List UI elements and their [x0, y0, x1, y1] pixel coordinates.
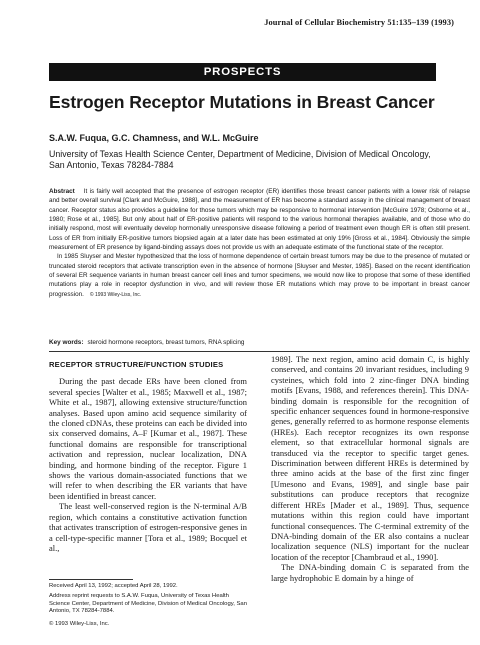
- abstract: [49, 187, 470, 300]
- affiliation-line-2: San Antonio, Texas 78284-7884: [49, 160, 174, 170]
- affiliation-line-1: University of Texas Health Science Center, Department of Medicine, Division of Medical Oncology,: [49, 149, 431, 159]
- abstract-text-1: It is fairly well accepted that the presence of estrogen receptor (ER) identifies those breast cancer patients with a lower risk of relapse and better overall survival [Clark and McGuire, 1988], and the measurement of ER has become a standard assay in the clinical management of breast cancer. Receptor status also provides a guideline for those tumors which may be responsive to hormonal intervention [McGuire 1978; Osborne et al., 1980; Rose et al., 1985]. But only about half of ER-positive patients will respond to the various hormonal therapies available, and of those who do initially respond, most will eventually develop hormonally unresponsive disease following a period of treatment even though ER is often still present. Loss of ER from initially ER-positive tumors biopsied again at a later date has been estimated at only 19% [Gross et al., 1984]. Obviously the simple measurement of ER presence by ligand-binding assays does not provide us with an adequate estimate of the functional state of the receptor.: [49, 188, 470, 252]
- section-banner: PROSPECTS: [49, 63, 436, 81]
- keywords-text: steroid hormone receptors, breast tumors, RNA splicing: [87, 339, 245, 346]
- keywords: [49, 339, 470, 346]
- keywords-label: Key words:: [49, 339, 84, 346]
- section-heading: RECEPTOR STRUCTURE/FUNCTION STUDIES: [49, 360, 224, 369]
- section-divider: [49, 351, 470, 352]
- footnote-reprint: Address reprint requests to S.A.W. Fuqua, University of Texas Health Science Center, Department of Medicine, Division of Medical Oncology, San Antonio, TX 78284-7884.: [49, 593, 247, 615]
- footnotes: [49, 583, 247, 619]
- author-affiliation: [49, 149, 469, 171]
- body-paragraph: The least well-conserved region is the N-terminal A/B region, which contains a constitutive activation function that activates transcription of estrogen-responsive genes in a cell-type-specific manner [Tora et al., 1989; Bocquel et al.,: [49, 501, 247, 553]
- body-column-left: [49, 360, 247, 553]
- body-paragraph: 1989]. The next region, amino acid domain C, is highly conserved, and contains 20 invariant residues, including 9 cysteines, which fold into 2 zinc-finger DNA binding motifs [Evans, 1988, and references therein]. This DNA-binding domain is responsible for the recognition of specific enhancer sequences found in hormone-responsive genes, generally referred to as hormone response elements (HREs). Each receptor recognizes its own response element, so that extracellular hormonal signals are transduced via the receptor to specific target genes. Discrimination between different HREs is determined by three amino acids at the base of the first zinc finger [Umesono and Evans, 1989], and single base pair substitutions can produce receptors that recognize different HREs [Mader et al., 1989]. Thus, sequence mutations within this region could have important functional consequences. The C-terminal extremity of the DNA-binding domain of the ER also contains a nuclear localization sequence (NLS) important for the nuclear location of the receptor [Chambraud et al., 1990].: [271, 354, 469, 562]
- page-copyright: © 1993 Wiley-Liss, Inc.: [49, 621, 110, 627]
- journal-citation: Journal of Cellular Biochemistry 51:135–139 (1993): [264, 18, 454, 27]
- abstract-text-2: In 1985 Sluyser and Mester hypothesized that the loss of hormone dependence of certain breast tumors may be due to the presence of mutated or truncated steroid receptors that activate transcription even in the absence of hormone [Sluyser and Mester, 1985]. Based on the recent identification of several ER sequence variants in human breast cancer cell lines and tumor specimens, we would now like to propose that some of these identified mutations play a role in receptor dysfunction in vivo, and will review those ER mutations which may prove to be important in breast cancer progression.: [49, 253, 470, 298]
- body-paragraph: The DNA-binding domain C is separated from the large hydrophobic E domain by a hinge of: [271, 562, 469, 583]
- article-title: Estrogen Receptor Mutations in Breast Cancer: [49, 92, 435, 112]
- abstract-copyright: © 1993 Wiley-Liss, Inc.: [89, 291, 142, 298]
- abstract-label: Abstract: [49, 188, 75, 195]
- article-authors: S.A.W. Fuqua, G.C. Chamness, and W.L. McGuire: [49, 133, 259, 143]
- body-column-right: [271, 354, 469, 583]
- abstract-paragraph-2: [49, 252, 470, 300]
- body-paragraph: During the past decade ERs have been cloned from several species [Walter et al., 1985; Maxwell et al., 1987; White et al., 1987], allowing extensive structure/function analyses. Based upon amino acid sequence similarity of the cloned cDNAs, these proteins can each be divided into six conserved domains, A–F [Kumar et al., 1987]. These functional domains are responsible for transcriptional activation and repression, nuclear localization, DNA binding, and hormone binding of the receptor. Figure 1 shows the various domain-associated functions that we will refer to when describing the ER variants that have been identified in breast cancer.: [49, 376, 247, 501]
- abstract-paragraph-1: [49, 187, 470, 252]
- footnote-received: Received April 13, 1992; accepted April 28, 1992.: [49, 583, 178, 589]
- footnote-rule: [49, 579, 133, 580]
